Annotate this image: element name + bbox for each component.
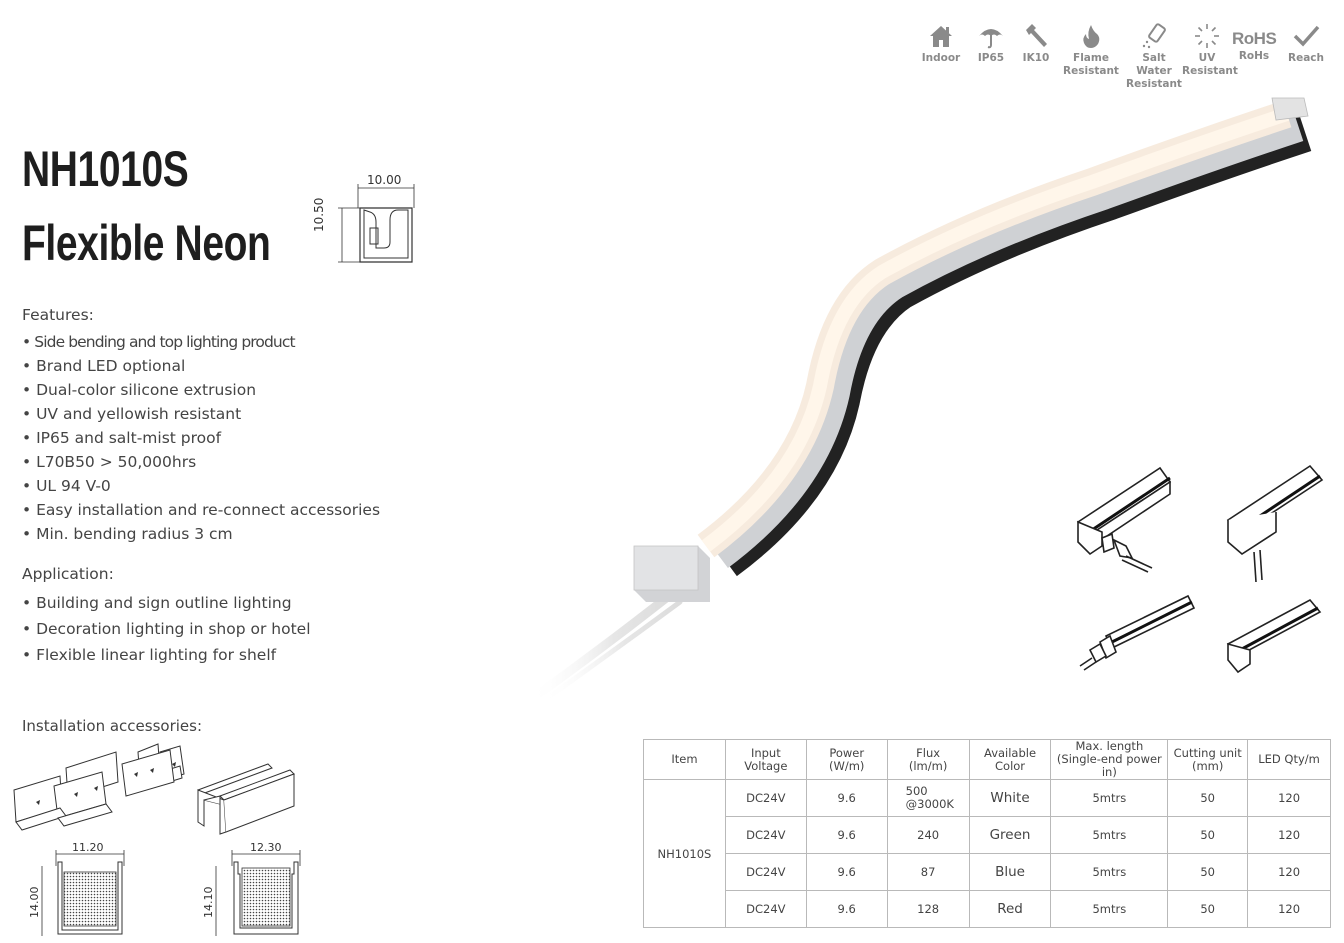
features-heading: Features: (22, 306, 94, 324)
cert-label: Reach (1288, 52, 1324, 64)
rohs-icon: RoHS (1232, 29, 1277, 48)
list-item: • IP65 and salt-mist proof (22, 426, 380, 450)
product-name: Flexible Neon (22, 215, 271, 271)
led-qty-cell: 120 (1248, 891, 1331, 928)
cert-label: UV Resistant (1182, 52, 1238, 77)
voltage-cell: DC24V (725, 854, 806, 891)
list-item: • Brand LED optional (22, 354, 380, 378)
cert-label: Flame Resistant (1063, 52, 1119, 77)
mounting-clips-illustration (10, 742, 190, 834)
voltage-cell: DC24V (725, 780, 806, 817)
house-icon (927, 22, 955, 50)
color-cell: Red (969, 891, 1051, 928)
list-item: • Min. bending radius 3 cm (22, 522, 380, 546)
aluminium-channel-illustration (192, 760, 302, 836)
spec-table (643, 739, 1331, 928)
list-item: • Building and sign outline lighting (22, 590, 311, 616)
power-cell: 9.6 (806, 780, 887, 817)
voltage-cell: DC24V (725, 817, 806, 854)
flux-cell: 128 (887, 891, 969, 928)
sun-uv-icon (1193, 22, 1221, 50)
salt-water-icon (1140, 22, 1168, 50)
cert-label: RoHs (1238, 50, 1270, 62)
table-row (644, 817, 1331, 854)
features-list (22, 330, 380, 546)
cert-label: IK10 (1022, 52, 1050, 64)
color-cell: White (969, 780, 1051, 817)
col-header-color: Available Color (969, 740, 1051, 780)
umbrella-icon (977, 22, 1005, 50)
color-cell: Blue (969, 854, 1051, 891)
table-row (644, 854, 1331, 891)
list-item: • UL 94 V-0 (22, 474, 380, 498)
cert-salt-water (1124, 22, 1184, 91)
col-header-cutting: Cutting unit (mm) (1168, 740, 1248, 780)
flame-icon (1077, 22, 1105, 50)
check-icon (1292, 22, 1320, 50)
list-item: • L70B50 > 50,000hrs (22, 450, 380, 474)
color-cell: Green (969, 817, 1051, 854)
flux-cell: 87 (887, 854, 969, 891)
led-qty-cell: 120 (1248, 780, 1331, 817)
accessories-heading: Installation accessories: (22, 717, 202, 735)
cert-label: Salt Water Resistant (1126, 52, 1182, 90)
cert-flame (1062, 22, 1120, 78)
cert-indoor (918, 22, 964, 65)
led-qty-cell: 120 (1248, 854, 1331, 891)
cert-ip65 (969, 22, 1013, 65)
flux-cell: 240 (887, 817, 969, 854)
col-header-flux: Flux (lm/m) (887, 740, 969, 780)
list-item: • Easy installation and re-connect accessories (22, 498, 380, 522)
list-item: • Decoration lighting in shop or hotel (22, 616, 311, 642)
cert-label: Indoor (921, 52, 961, 64)
cert-ik10 (1014, 22, 1058, 65)
clip-width-label: 11.20 (72, 841, 104, 854)
flux-cell: 500 @3000K (887, 780, 969, 817)
col-header-item: Item (644, 740, 726, 780)
col-header-power: Power (W/m) (806, 740, 887, 780)
cert-rohs (1232, 22, 1276, 63)
max-length-cell: 5mtrs (1051, 817, 1168, 854)
cutting-cell: 50 (1168, 891, 1248, 928)
max-length-cell: 5mtrs (1051, 780, 1168, 817)
col-header-max-length: Max. length (Single-end power in) (1051, 740, 1168, 780)
cutting-cell: 50 (1168, 780, 1248, 817)
channel-height-label: 14.10 (202, 886, 215, 918)
table-row (644, 891, 1331, 928)
item-cell: NH1010S (644, 780, 726, 928)
list-item: • Side bending and top lighting product (22, 330, 380, 354)
clip-height-label: 14.00 (28, 886, 41, 918)
col-header-voltage: Input Voltage (725, 740, 806, 780)
voltage-cell: DC24V (725, 891, 806, 928)
power-cell: 9.6 (806, 817, 887, 854)
profile-width-label: 10.00 (367, 173, 402, 187)
application-heading: Application: (22, 565, 114, 583)
table-header-row (644, 740, 1331, 780)
application-list (22, 590, 311, 668)
list-item: • UV and yellowish resistant (22, 402, 380, 426)
cert-reach (1284, 22, 1328, 65)
power-cell: 9.6 (806, 854, 887, 891)
product-model: NH1010S (22, 141, 189, 197)
cert-uv (1182, 22, 1238, 78)
table-row (644, 780, 1331, 817)
profile-height-label: 10.50 (312, 197, 326, 232)
max-length-cell: 5mtrs (1051, 891, 1168, 928)
cert-label: IP65 (977, 52, 1005, 64)
cutting-cell: 50 (1168, 854, 1248, 891)
list-item: • Flexible linear lighting for shelf (22, 642, 311, 668)
max-length-cell: 5mtrs (1051, 854, 1168, 891)
connector-illustrations (1070, 460, 1340, 690)
power-cell: 9.6 (806, 891, 887, 928)
led-qty-cell: 120 (1248, 817, 1331, 854)
hammer-icon (1022, 22, 1050, 50)
cutting-cell: 50 (1168, 817, 1248, 854)
channel-width-label: 12.30 (250, 841, 282, 854)
list-item: • Dual-color silicone extrusion (22, 378, 380, 402)
col-header-led-qty: LED Qty/m (1248, 740, 1331, 780)
